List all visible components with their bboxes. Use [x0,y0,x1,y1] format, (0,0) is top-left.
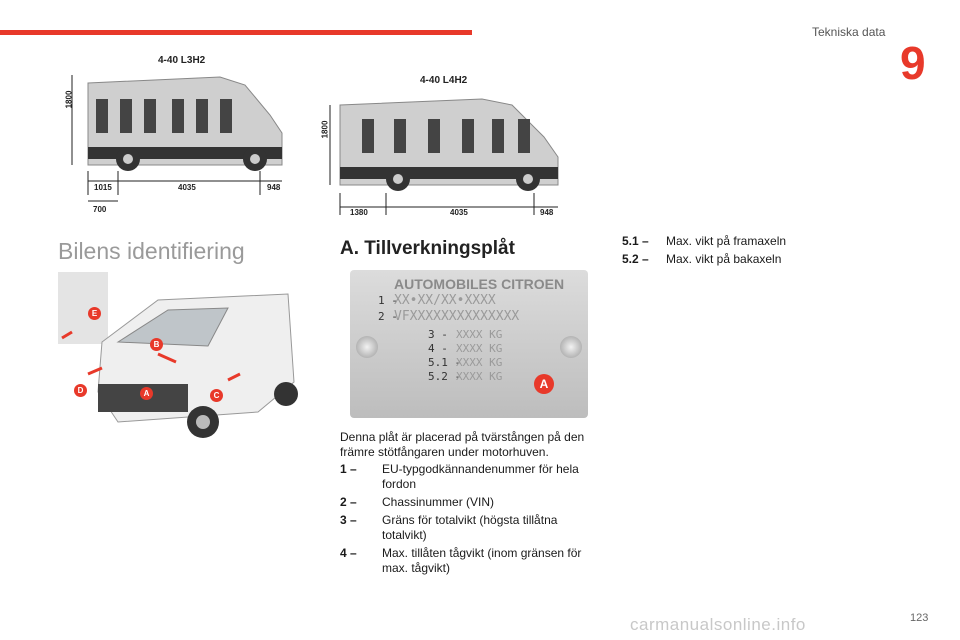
dim-2: 4035 [450,208,468,217]
identification-heading: Bilens identifiering [58,238,245,264]
plate-value-1: XX•XX/XX•XXXX [394,293,496,308]
marker-d: D [74,384,87,397]
item-number: 5.2 – [622,252,649,266]
item-number: 1 – [340,462,357,476]
list-item [340,513,590,543]
list-item [340,462,590,492]
list-item [622,234,852,249]
plate-marker-a: A [534,374,554,394]
watermark: carmanualsonline.info [630,615,806,634]
header-red-bar [0,30,472,35]
item-text: Max. vikt på framaxeln [666,234,787,248]
diagram-l4h2 [322,75,572,220]
plate-value-4: XXXX KG [456,342,503,355]
item-number: 3 – [340,513,357,527]
diagram-l3h2 [60,55,295,220]
item-number: 2 – [340,495,357,509]
plate-label-1: 1 - [378,294,398,307]
dim-1: 1015 [94,183,112,192]
plate-value-3: XXXX KG [456,328,503,341]
plate-brand: AUTOMOBILES CITROEN [394,276,565,292]
plate-value-2: VFXXXXXXXXXXXXXX [394,309,520,324]
plate-heading: A. Tillverkningsplåt [340,238,515,259]
plate-description: Denna plåt är placerad på tvärstången på den främre stötfångaren under motorhuven. [340,430,585,459]
dim-height: 1800 [320,120,330,139]
marker-a: A [140,387,153,400]
section-title: Tekniska data [812,25,886,39]
list-item [340,546,590,576]
van-front-drawing [58,272,300,452]
item-text: Chassinummer (VIN) [382,495,495,509]
dim-3: 948 [540,208,554,217]
plate-items-list [340,462,590,579]
chapter-number: 9 [900,37,926,89]
item-text: EU-typgodkännandenummer för hela fordon [382,462,579,491]
list-item [622,252,852,267]
plate-value-5-1: XXXX KG [456,356,503,369]
item-text: Max. tillåten tågvikt (inom gränsen för max. tågvikt) [382,546,582,575]
rivet-right-icon [560,336,582,358]
axle-items-list [622,234,852,270]
plate-label-5-2: 5.2 - [428,370,462,383]
dim-2: 4035 [178,183,196,192]
manufacturer-plate [350,270,588,418]
plate-label-3: 3 - [428,328,448,341]
item-number: 4 – [340,546,357,560]
rivet-left-icon [356,336,378,358]
van-front-illustration [58,272,300,452]
page-number: 123 [910,612,929,624]
marker-b: B [150,338,163,351]
marker-e: E [88,307,101,320]
item-text: Max. vikt på bakaxeln [666,252,782,266]
dim-bottom: 700 [93,205,107,214]
plate-label-4: 4 - [428,342,448,355]
van-side-illustration [322,75,572,220]
plate-label-2: 2 - [378,310,398,323]
item-number: 5.1 – [622,234,649,248]
dim-3: 948 [267,183,281,192]
plate-value-5-2: XXXX KG [456,370,503,383]
marker-c: C [210,389,223,402]
dim-1: 1380 [350,208,368,217]
van-side-illustration [60,55,295,220]
item-text: Gräns för totalvikt (högsta tillåtna totalvikt) [382,513,558,542]
list-item [340,495,590,510]
diagram-title: 4-40 L4H2 [420,75,468,86]
plate-label-5-1: 5.1 - [428,356,462,369]
dim-height: 1800 [64,90,74,109]
diagram-title: 4-40 L3H2 [158,55,206,66]
